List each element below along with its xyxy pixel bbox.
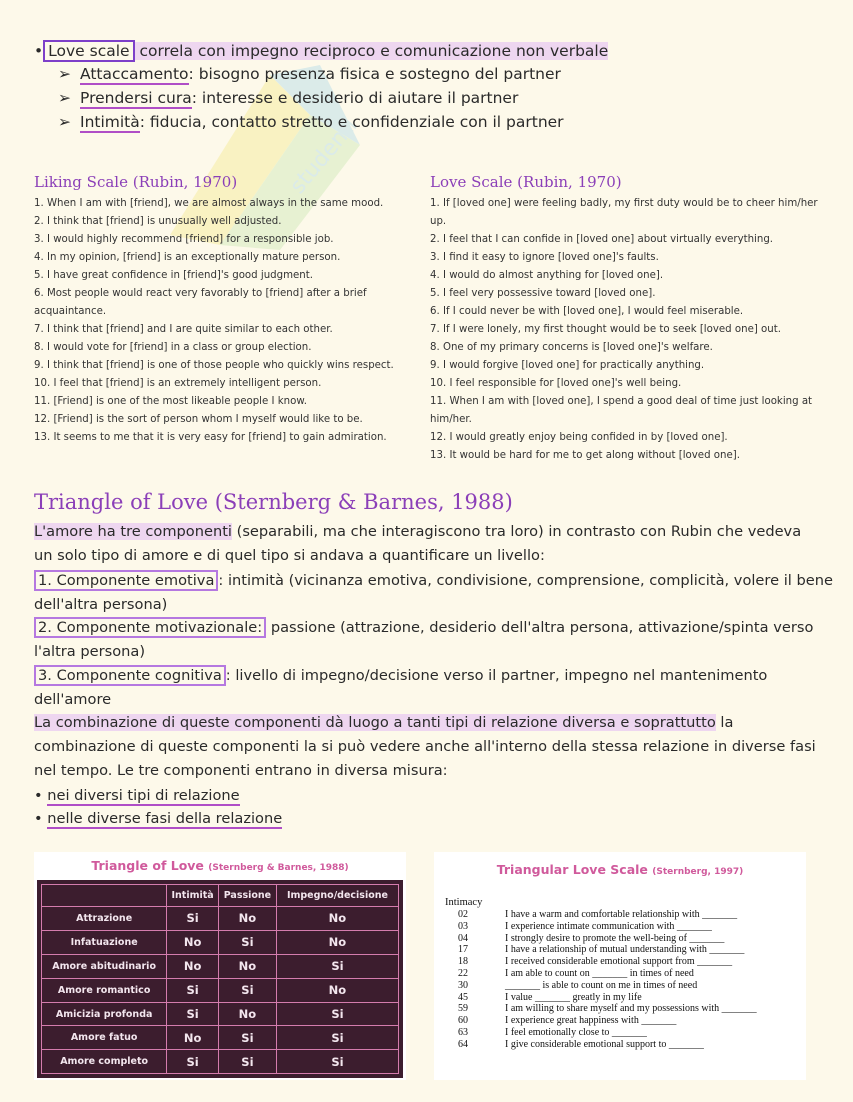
table-row-label: Attrazione bbox=[42, 907, 167, 931]
term-intimita: Intimità bbox=[80, 113, 140, 131]
scale-item-text: I am willing to share myself and my possessions with _______ bbox=[505, 1003, 757, 1015]
table-row bbox=[42, 1026, 399, 1050]
scale-item-text: I have a warm and comfortable relationship with _______ bbox=[505, 909, 738, 920]
arrow-icon: ➢ bbox=[58, 89, 71, 107]
liking-item: 13. It seems to me that it is very easy for [friend] to gain admiration. bbox=[34, 432, 387, 443]
liking-scale-list bbox=[34, 195, 409, 447]
bullet-prendersi-cura bbox=[58, 87, 518, 109]
table-row-label: Amore completo bbox=[42, 1050, 167, 1074]
scale-item bbox=[445, 921, 757, 933]
liking-item: 8. I would vote for [friend] in a class or group election. bbox=[34, 342, 312, 353]
scale-item-number: 59 bbox=[458, 1003, 468, 1015]
love-scale-label: Love scale bbox=[43, 40, 134, 62]
three-components-highlight: L'amore ha tre componenti bbox=[34, 523, 232, 540]
scale-item-text: I am able to count on _______ in times of need bbox=[505, 967, 694, 979]
scale-title-text: Triangular Love Scale bbox=[496, 862, 648, 877]
table-header-cell: Intimità bbox=[167, 885, 219, 907]
component-cognitiva-desc: : livello di impegno/decisione verso il partner, impegno nel mantenimento bbox=[225, 667, 768, 684]
scale-item bbox=[445, 1039, 757, 1051]
table-cell: No bbox=[276, 930, 398, 954]
table-row bbox=[42, 1002, 399, 1026]
love-item: 13. It would be hard for me to get along without [loved one]. bbox=[430, 450, 740, 461]
paragraph-line: dell'amore bbox=[34, 691, 112, 708]
liking-item: 3. I would highly recommend [friend] for a responsible job. bbox=[34, 234, 334, 245]
table-row-label: Amore fatuo bbox=[42, 1026, 167, 1050]
love-item: 4. I would do almost anything for [loved one]. bbox=[430, 270, 664, 281]
love-item: 10. I feel responsible for [loved one]'s well being. bbox=[430, 378, 682, 389]
arrow-icon: ➢ bbox=[58, 65, 71, 83]
table-row-label: Infatuazione bbox=[42, 930, 167, 954]
bullet-intimita bbox=[58, 111, 564, 133]
scale-item-number: 04 bbox=[458, 932, 468, 944]
table-header-cell bbox=[42, 885, 167, 907]
paragraph-line: dell'altra persona) bbox=[34, 596, 168, 613]
bullet-dot: • bbox=[34, 787, 43, 804]
scale-item-number: 03 bbox=[458, 920, 468, 932]
table-subtitle: (Sternberg & Barnes, 1988) bbox=[208, 863, 349, 873]
table-cell: Si bbox=[276, 954, 398, 978]
scale-item-number: 63 bbox=[458, 1026, 468, 1038]
love-scale-line bbox=[34, 40, 608, 62]
love-item: 8. One of my primary concerns is [loved one]'s welfare. bbox=[430, 342, 713, 353]
scale-item bbox=[445, 956, 757, 968]
component-emotiva-desc: : intimità (vicinanza emotiva, condivisione, comprensione, complicità, volere il bene bbox=[218, 572, 833, 589]
scale-item-number: 02 bbox=[458, 909, 468, 920]
scale-item bbox=[445, 1015, 757, 1027]
liking-item: 7. I think that [friend] and I are quite similar to each other. bbox=[34, 324, 333, 335]
liking-item: 4. In my opinion, [friend] is an exceptionally mature person. bbox=[34, 252, 341, 263]
bullet-attaccamento bbox=[58, 63, 561, 85]
table-row-label: Amore romantico bbox=[42, 978, 167, 1002]
scale-item bbox=[445, 909, 757, 921]
table-row-label: Amicizia profonda bbox=[42, 1002, 167, 1026]
table-cell: Si bbox=[218, 1050, 276, 1074]
desc-intimita: : fiducia, contatto stretto e confidenziale con il partner bbox=[139, 113, 564, 131]
triangle-table-image bbox=[34, 852, 406, 1080]
table-cell: No bbox=[167, 930, 219, 954]
table-header-cell: Impegno/decisione bbox=[276, 885, 398, 907]
scale-item-text: I value _______ greatly in my life bbox=[505, 991, 642, 1003]
table-cell: Si bbox=[167, 978, 219, 1002]
table-background bbox=[37, 880, 403, 1078]
table-cell: No bbox=[167, 1026, 219, 1050]
triangular-scale-image bbox=[434, 852, 806, 1080]
scale-item-text: I experience intimate communication with _______ bbox=[505, 920, 712, 932]
table-cell: No bbox=[218, 1002, 276, 1026]
scale-subtitle: (Sternberg, 1997) bbox=[652, 867, 744, 877]
liking-item: 11. [Friend] is one of the most likeable people I know. bbox=[34, 396, 307, 407]
scale-item bbox=[445, 980, 757, 992]
table-cell: Si bbox=[167, 1002, 219, 1026]
scale-item bbox=[445, 1003, 757, 1015]
table-row bbox=[42, 978, 399, 1002]
love-item: 6. If I could never be with [loved one], I would feel miserable. bbox=[430, 306, 744, 317]
scale-item bbox=[445, 968, 757, 980]
table-title-text: Triangle of Love bbox=[91, 858, 204, 873]
scale-item-text: _______ is able to count on me in times of need bbox=[505, 979, 698, 991]
table-cell: Si bbox=[276, 1002, 398, 1026]
table-cell: Si bbox=[218, 978, 276, 1002]
table-header-row bbox=[42, 885, 399, 907]
desc-prendersi-cura: : interesse e desiderio di aiutare il partner bbox=[191, 89, 519, 107]
paragraph-line bbox=[34, 520, 801, 544]
liking-item: 1. When I am with [friend], we are almost always in the same mood. bbox=[34, 198, 384, 209]
bullet-text: nelle diverse fasi della relazione bbox=[47, 810, 283, 827]
scale-item-number: 60 bbox=[458, 1015, 468, 1027]
love-item: 11. When I am with [loved one], I spend a good deal of time just looking at him/her. bbox=[430, 396, 813, 425]
table-title bbox=[34, 858, 406, 873]
scale-item-text: I feel emotionally close to _______ bbox=[505, 1026, 647, 1038]
scale-item bbox=[445, 944, 757, 956]
scale-item bbox=[445, 933, 757, 945]
bullet-text: nei diversi tipi di relazione bbox=[47, 787, 240, 804]
love-item: 7. If I were lonely, my first thought would be to seek [loved one] out. bbox=[430, 324, 781, 335]
scale-item-number: 30 bbox=[458, 979, 468, 991]
term-prendersi-cura: Prendersi cura bbox=[80, 89, 192, 107]
liking-item: 2. I think that [friend] is unusually well adjusted. bbox=[34, 216, 282, 227]
love-item: 5. I feel very possessive toward [loved one]. bbox=[430, 288, 656, 299]
table-cell: No bbox=[218, 954, 276, 978]
table-row bbox=[42, 954, 399, 978]
paragraph-line: l'altra persona) bbox=[34, 643, 146, 660]
arrow-icon: ➢ bbox=[58, 113, 71, 131]
love-item: 2. I feel that I can confide in [loved one] about virtually everything. bbox=[430, 234, 774, 245]
liking-item: 10. I feel that [friend] is an extremely intelligent person. bbox=[34, 378, 322, 389]
component-motivazionale-desc: passione (attrazione, desiderio dell'altra persona, attivazione/spinta verso bbox=[266, 619, 814, 636]
table-cell: Si bbox=[276, 1026, 398, 1050]
liking-item: 12. [Friend] is the sort of person whom I myself would like to be. bbox=[34, 414, 363, 425]
table-cell: Si bbox=[218, 930, 276, 954]
bullet-dot: • bbox=[34, 42, 44, 60]
scale-item-number: 45 bbox=[458, 991, 468, 1003]
component-cognitiva-label: 3. Componente cognitiva bbox=[34, 665, 226, 686]
component-emotiva-label: 1. Componente emotiva bbox=[34, 570, 218, 591]
watermark-text: studenti bbox=[285, 113, 363, 199]
scale-item-number: 18 bbox=[458, 956, 468, 968]
table-cell: Si bbox=[167, 1050, 219, 1074]
component-cognitiva bbox=[34, 664, 767, 688]
bullet-item bbox=[34, 807, 282, 831]
scale-item-text: I experience great happiness with _______ bbox=[505, 1015, 677, 1027]
table-cell: No bbox=[218, 907, 276, 931]
scale-item-number: 64 bbox=[458, 1038, 468, 1050]
component-motivazionale bbox=[34, 616, 813, 640]
bullet-dot: • bbox=[34, 810, 43, 827]
table-row bbox=[42, 907, 399, 931]
liking-item: 5. I have great confidence in [friend]'s good judgment. bbox=[34, 270, 313, 281]
love-item: 12. I would greatly enjoy being confided in by [loved one]. bbox=[430, 432, 728, 443]
liking-scale-title: Liking Scale (Rubin, 1970) bbox=[34, 173, 238, 191]
table-cell: Si bbox=[276, 1050, 398, 1074]
combination-highlight: La combinazione di queste componenti dà luogo a tanti tipi di relazione diversa e soprattutto bbox=[34, 714, 716, 731]
love-item: 9. I would forgive [loved one] for practically anything. bbox=[430, 360, 705, 371]
paragraph-text: la bbox=[715, 714, 734, 731]
table-cell: No bbox=[276, 907, 398, 931]
table-cell: Si bbox=[218, 1026, 276, 1050]
desc-attaccamento: : bisogno presenza fisica e sostegno del partner bbox=[188, 65, 561, 83]
component-emotiva bbox=[34, 569, 833, 593]
term-attaccamento: Attaccamento bbox=[80, 65, 189, 83]
table-row bbox=[42, 1050, 399, 1074]
scale-item-text: I strongly desire to promote the well-being of _______ bbox=[505, 932, 725, 944]
love-item: 1. If [loved one] were feeling badly, my first duty would be to cheer him/her up. bbox=[430, 198, 818, 227]
scale-item bbox=[445, 1027, 757, 1039]
liking-item: 6. Most people would react very favorably to [friend] after a brief acquaintance. bbox=[34, 288, 367, 317]
paragraph-line: nel tempo. Le tre componenti entrano in diversa misura: bbox=[34, 762, 448, 779]
table-cell: No bbox=[167, 954, 219, 978]
scale-item-text: I give considerable emotional support to _______ bbox=[505, 1038, 704, 1050]
scale-section-label: Intimacy bbox=[445, 897, 483, 908]
paragraph-text: (separabili, ma che interagiscono tra loro) in contrasto con Rubin che vedeva bbox=[232, 523, 802, 540]
scale-item-text: I received considerable emotional support from _______ bbox=[505, 956, 733, 968]
table-header-cell: Passione bbox=[218, 885, 276, 907]
triangle-title: Triangle of Love (Sternberg & Barnes, 1988) bbox=[34, 490, 513, 514]
table-row-label: Amore abitudinario bbox=[42, 954, 167, 978]
table-row bbox=[42, 930, 399, 954]
table-cell: Si bbox=[167, 907, 219, 931]
love-types-table bbox=[41, 884, 399, 1074]
love-item: 3. I find it easy to ignore [loved one]'s faults. bbox=[430, 252, 659, 263]
scale-title bbox=[434, 862, 806, 877]
table-cell: No bbox=[276, 978, 398, 1002]
love-scale-rest: correla con impegno reciproco e comunicazione non verbale bbox=[134, 42, 609, 60]
scale-item-text: I have a relationship of mutual understanding with _______ bbox=[505, 944, 745, 956]
scale-item-number: 22 bbox=[458, 967, 468, 979]
love-scale-list bbox=[430, 195, 825, 465]
component-motivazionale-label: 2. Componente motivazionale: bbox=[34, 617, 266, 638]
paragraph-line: combinazione di queste componenti la si può vedere anche all'interno della stessa relazione in diverse fasi bbox=[34, 738, 816, 755]
love-scale-title: Love Scale (Rubin, 1970) bbox=[430, 173, 622, 191]
scale-item-number: 17 bbox=[458, 944, 468, 956]
scale-items bbox=[445, 909, 757, 1051]
liking-item: 9. I think that [friend] is one of those people who quickly wins respect. bbox=[34, 360, 394, 371]
bullet-item bbox=[34, 784, 240, 808]
combination-line bbox=[34, 711, 733, 735]
paragraph-line: un solo tipo di amore e di quel tipo si andava a quantificare un livello: bbox=[34, 547, 545, 564]
scale-item bbox=[445, 992, 757, 1004]
